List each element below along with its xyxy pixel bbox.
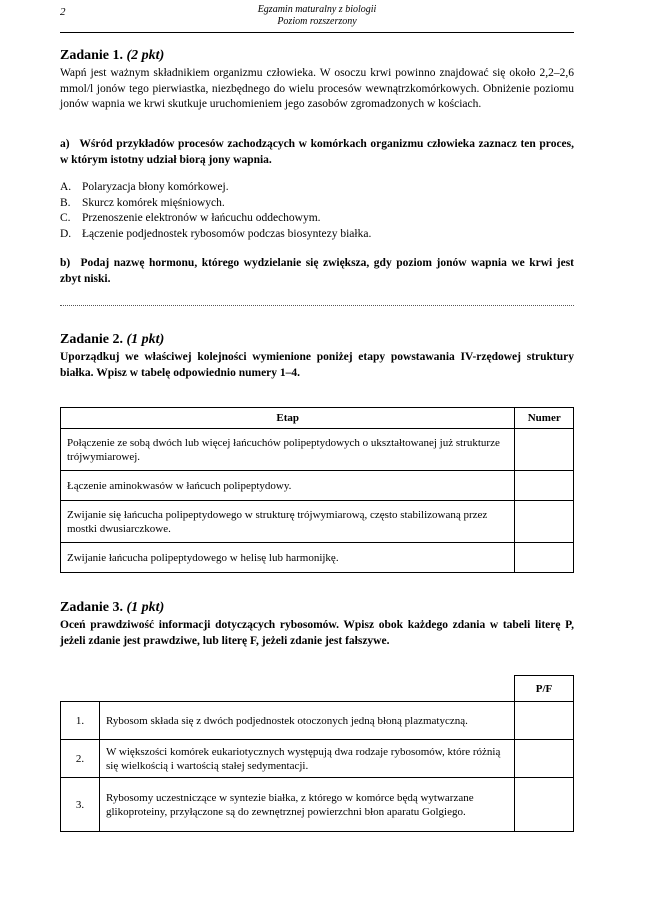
number-cell[interactable] bbox=[515, 429, 574, 471]
table-row bbox=[61, 740, 574, 778]
answer-line[interactable] bbox=[60, 305, 574, 306]
number-cell[interactable] bbox=[515, 501, 574, 543]
option-text: Przenoszenie elektronów w łańcuchu oddechowym. bbox=[82, 212, 321, 224]
stage-text: Łączenie aminokwasów w łańcuch polipeptydowy. bbox=[61, 471, 515, 501]
page-number: 2 bbox=[60, 6, 66, 18]
header-rule bbox=[60, 32, 574, 33]
option-c[interactable] bbox=[60, 211, 574, 227]
exam-title: Egzamin maturalny z biologii bbox=[257, 4, 377, 15]
task1-qa-text: Wśród przykładów procesów zachodzących w komórkach organizmu człowieka zaznacz ten proces, w którym istotny udział biorą jony wapnia. bbox=[60, 138, 575, 166]
task1-options bbox=[60, 180, 574, 242]
statement-text: Rybosom składa się z dwóch podjednostek otoczonych jedną błoną plazmatyczną. bbox=[100, 702, 515, 740]
pf-header: P/F bbox=[515, 676, 574, 702]
number-cell[interactable] bbox=[515, 471, 574, 501]
option-text: Skurcz komórek mięśniowych. bbox=[82, 196, 225, 209]
task3-instruction: Oceń prawdziwość informacji dotyczących rybosomów. Wpisz obok każdego zdania w tabeli literę P, jeżeli zdanie jest prawdziwe, lub literę F, jeżeli zdanie jest fałszywe. bbox=[60, 619, 574, 647]
task3-points: (1 pkt) bbox=[126, 600, 165, 615]
task3-title bbox=[60, 600, 164, 616]
option-letter: D. bbox=[60, 227, 72, 240]
stages-table bbox=[60, 407, 574, 573]
option-letter: C. bbox=[60, 212, 71, 224]
table-row bbox=[61, 471, 574, 501]
table-row bbox=[61, 702, 574, 740]
task1-qb-text: Podaj nazwę hormonu, którego wydzielanie się zwiększa, gdy poziom jonów wapnia we krwi jest zbyt niski. bbox=[60, 257, 574, 285]
stage-text: Zwijanie łańcucha polipeptydowego w helisę lub harmonijkę. bbox=[61, 543, 515, 573]
row-number: 3. bbox=[61, 778, 100, 832]
table-row bbox=[61, 778, 574, 832]
ribosome-table bbox=[60, 675, 574, 832]
task2-points: (1 pkt) bbox=[126, 332, 165, 347]
row-number: 1. bbox=[61, 702, 100, 740]
task1-title bbox=[60, 48, 164, 64]
statement-text: W większości komórek eukariotycznych występują dwa rodzaje rybosomów, które różnią się wielkością i wartością stałej sedymentacji. bbox=[100, 740, 515, 778]
option-b[interactable] bbox=[60, 196, 574, 212]
table-row bbox=[61, 543, 574, 573]
option-a[interactable] bbox=[60, 180, 574, 196]
stage-header: Etap bbox=[61, 408, 515, 429]
exam-level: Poziom rozszerzony bbox=[277, 16, 357, 27]
pf-cell[interactable] bbox=[515, 740, 574, 778]
task2-title-text: Zadanie 2. bbox=[60, 332, 124, 347]
number-header: Numer bbox=[515, 408, 574, 429]
task1-qa-label: a) bbox=[60, 138, 70, 150]
option-text: Łączenie podjednostek rybosomów podczas biosyntezy białka. bbox=[82, 227, 372, 240]
pf-cell[interactable] bbox=[515, 702, 574, 740]
task1-qb-label: b) bbox=[60, 257, 71, 269]
option-text: Polaryzacja błony komórkowej. bbox=[82, 181, 229, 193]
row-number: 2. bbox=[61, 740, 100, 778]
statement-text: Rybosomy uczestniczące w syntezie białka, z którego w komórce będą wytwarzane glikoproteiny, przyłączone są do zewnętrznej powierzchni błon aparatu Golgiego. bbox=[100, 778, 515, 832]
task1-question-a bbox=[60, 137, 574, 168]
task2-title bbox=[60, 332, 164, 348]
stage-text: Połączenie ze sobą dwóch lub więcej łańcuchów polipeptydowych o ukształtowanej już strukturze trójwymiarowej. bbox=[61, 429, 515, 471]
task2-instruction: Uporządkuj we właściwej kolejności wymienione poniżej etapy powstawania IV-rzędowej struktury białka. Wpisz w tabelę odpowiednio numery 1–4. bbox=[60, 351, 574, 379]
table-row bbox=[61, 429, 574, 471]
pf-cell[interactable] bbox=[515, 778, 574, 832]
stage-text: Zwijanie się łańcucha polipeptydowego w strukturę trójwymiarową, często stabilizowaną przez mostki dwusiarczkowe. bbox=[61, 501, 515, 543]
number-cell[interactable] bbox=[515, 543, 574, 573]
option-d[interactable] bbox=[60, 227, 574, 243]
task1-question-b bbox=[60, 256, 574, 287]
task1-title-text: Zadanie 1. bbox=[60, 48, 124, 63]
option-letter: A. bbox=[60, 181, 72, 193]
table-row bbox=[61, 501, 574, 543]
option-letter: B. bbox=[60, 196, 71, 209]
task1-points: (2 pkt) bbox=[126, 48, 165, 63]
task3-title-text: Zadanie 3. bbox=[60, 600, 124, 615]
task1-intro: Wapń jest ważnym składnikiem organizmu człowieka. W osoczu krwi powinno znajdować się około 2,2–2,6 mmol/l jonów tego pierwiastka, niezbędnego do wielu procesów wewnątrzkomórkowych. Obniżenie poziomu jonów wapnia we krwi skutkuje uruchomieniem jego zasobów zgromadzonych w kościach. bbox=[60, 67, 574, 110]
page-header bbox=[60, 4, 574, 28]
